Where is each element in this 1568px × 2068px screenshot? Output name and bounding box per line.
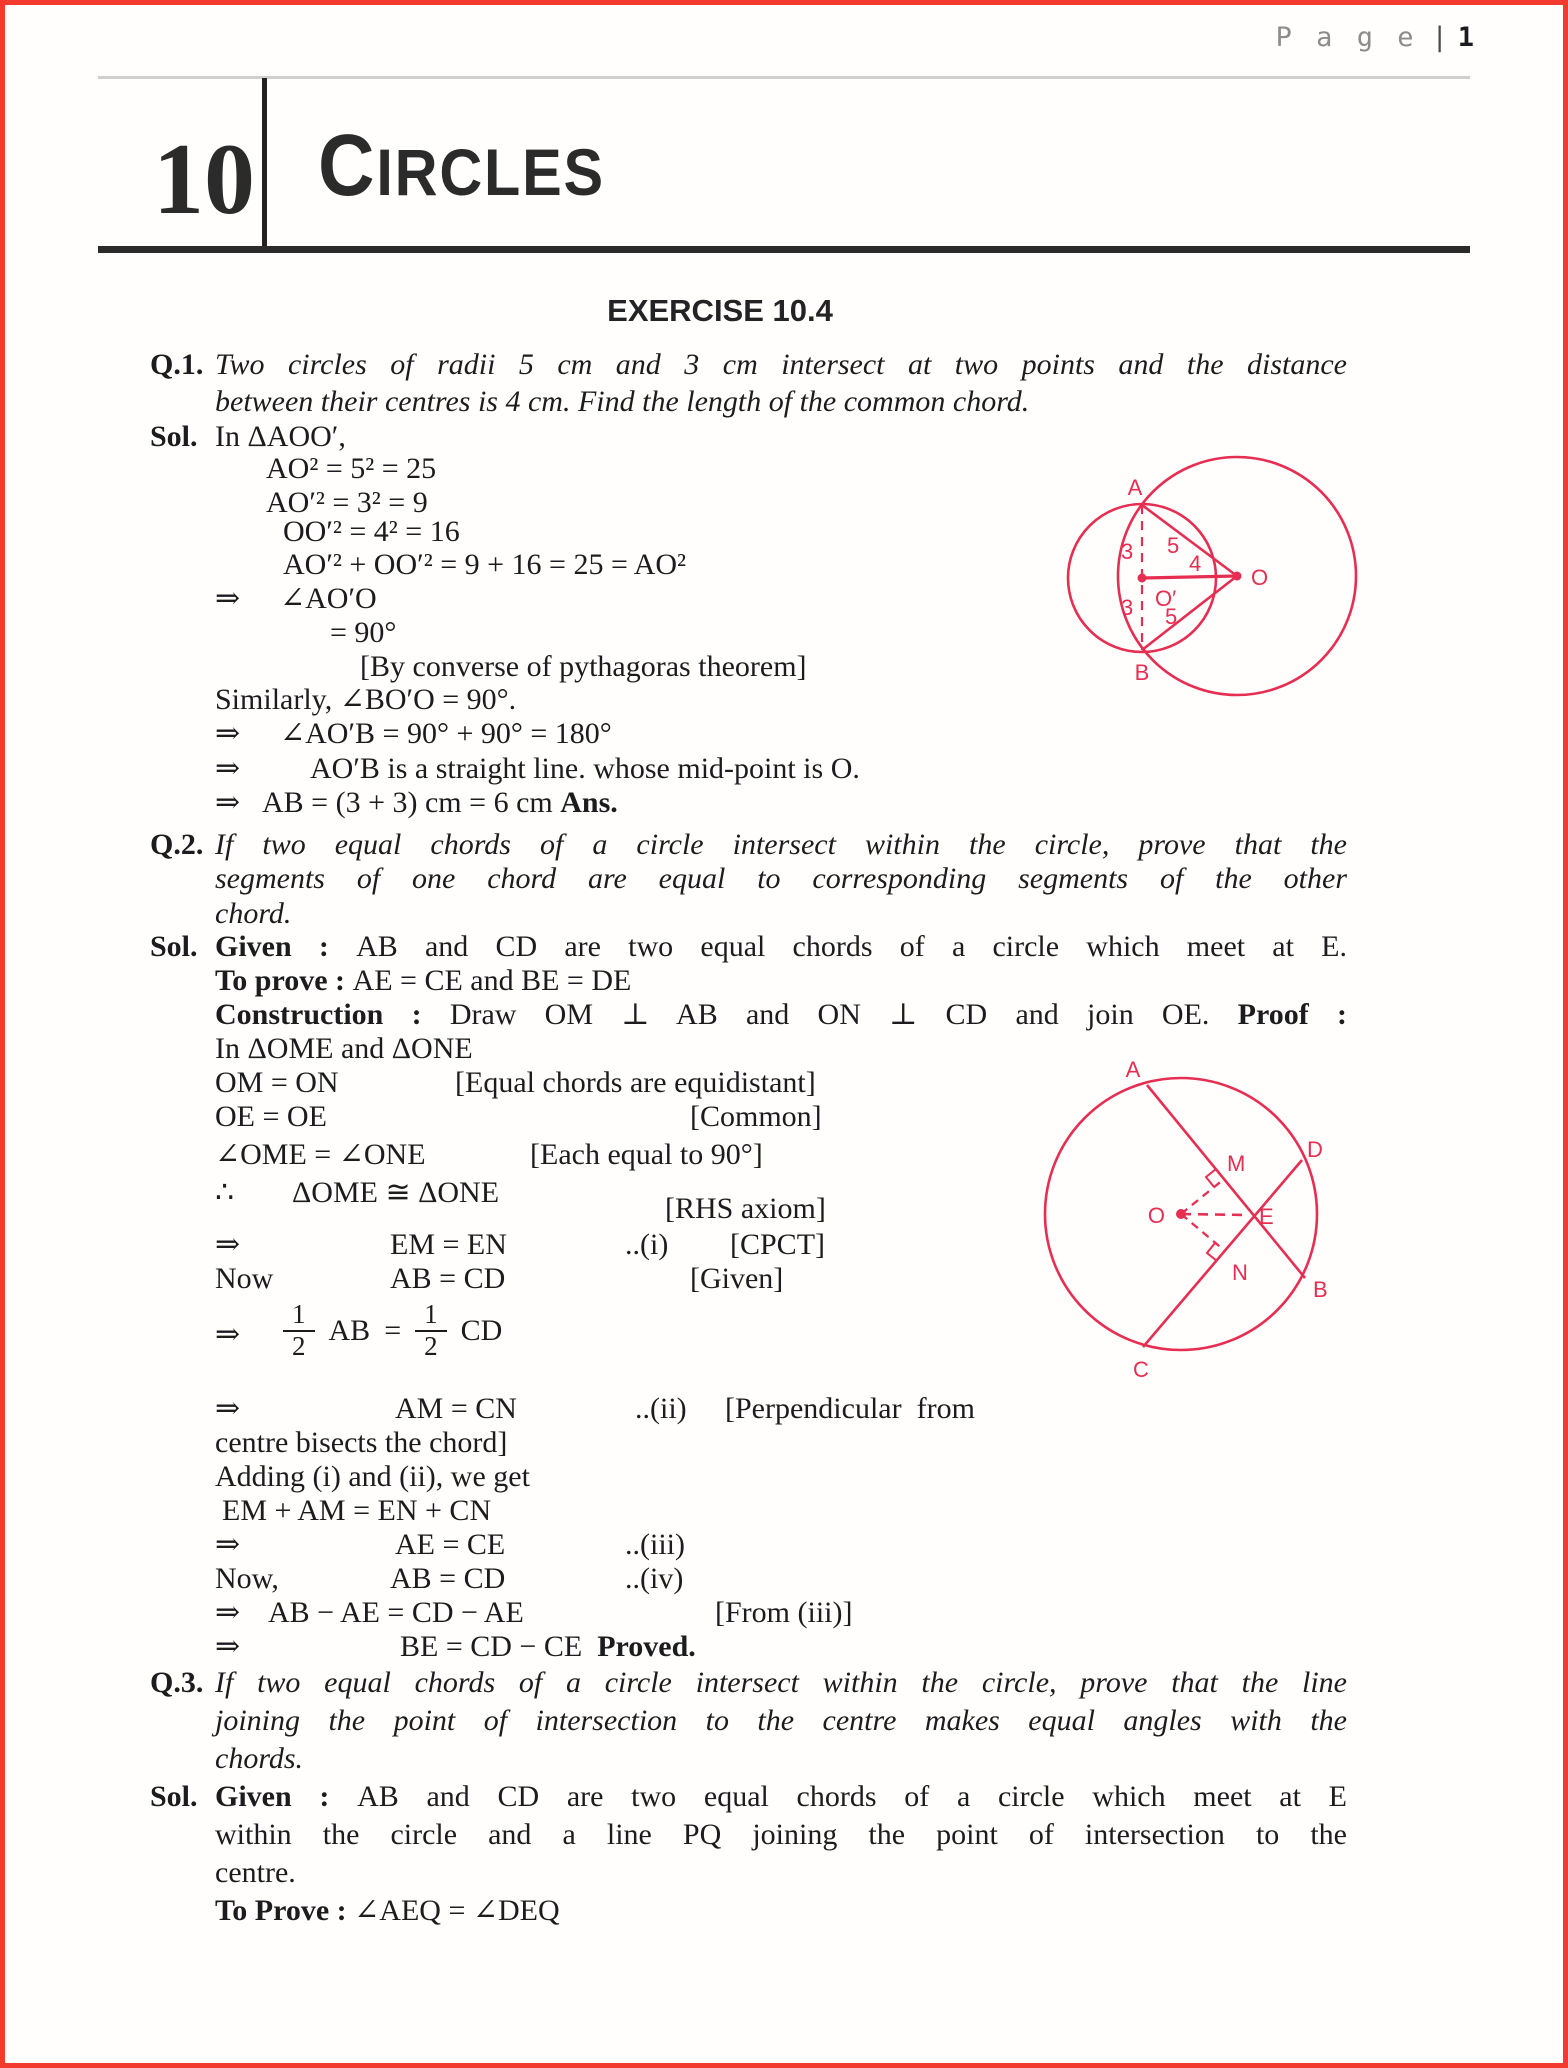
q2-given-text: AB and CD are two equal chords of a circle which meet at E.	[356, 930, 1347, 963]
q2-now1: Now	[215, 1262, 274, 1295]
q1-answer-label: Ans.	[560, 786, 618, 819]
q2-now2: Now,	[215, 1562, 279, 1595]
q2-proof-label: Proof :	[1237, 998, 1347, 1031]
q2-frac-arrow: ⇒	[215, 1318, 241, 1351]
q2-oe-reason: [Common]	[690, 1100, 822, 1133]
q1-label: Q.1.	[150, 348, 204, 381]
diagram2-center-O-dot	[1176, 1209, 1186, 1219]
q2-fraction-line	[283, 1300, 502, 1361]
q1-reason-pythagoras: [By converse of pythagoras theorem]	[360, 650, 807, 683]
q1-similarly: Similarly, ∠BO′O = 90°.	[215, 683, 517, 716]
q1-eq1: AO² = 5² = 25	[266, 452, 437, 485]
q2-frac-cd: CD	[460, 1313, 503, 1347]
q1-step3: ∠AO′B = 90° + 90° = 180°	[280, 717, 612, 750]
q2-text-line2: segments of one chord are equal to corresponding segments of the other	[215, 862, 1347, 895]
q3-given-line1	[215, 1780, 1347, 1814]
q3-toprove-line	[215, 1894, 560, 1928]
q2-am-cn-number: ..(ii)	[635, 1392, 687, 1425]
diagram1-label-3-top: 3	[1121, 539, 1134, 564]
diagram2-chord-CD	[1143, 1160, 1302, 1347]
q3-given-label: Given :	[215, 1780, 358, 1813]
q1-step4-arrow: ⇒	[215, 752, 241, 785]
q2-minus-line: AB − AE = CD − AE	[268, 1596, 524, 1629]
q2-ae-ce-number: ..(iii)	[625, 1528, 685, 1561]
q3-given-line2: within the circle and a line PQ joining the point of intersection to the	[215, 1818, 1347, 1851]
q2-ae-ce-arrow: ⇒	[215, 1528, 241, 1561]
q2-am-cn-reason2: centre bisects the chord]	[215, 1426, 508, 1459]
q1-eq2: AO′² = 3² = 9	[266, 486, 428, 519]
q2-am-cn: AM = CN	[395, 1392, 517, 1425]
q2-frac-ab: AB	[328, 1313, 371, 1347]
q1-step2: = 90°	[330, 616, 397, 649]
diagram-intersecting-circles	[1055, 443, 1417, 715]
chapter-title-initial: C	[318, 117, 377, 214]
fraction-one-half-left: $\frac{1}{2}$	[283, 1300, 315, 1361]
q1-step3-arrow: ⇒	[215, 717, 241, 750]
q1-step4: AO′B is a straight line. whose mid-point is O.	[310, 752, 860, 785]
q2-am-cn-arrow: ⇒	[215, 1392, 241, 1425]
q2-minus-reason: [From (iii)]	[715, 1596, 853, 1629]
q2-in-triangles: In ΔOME and ΔONE	[215, 1032, 473, 1065]
q2-em-en-number: ..(i)	[625, 1228, 669, 1261]
q2-ab-cd1: AB = CD	[390, 1262, 506, 1295]
q2-be-line	[400, 1630, 696, 1664]
q2-construction-text: Draw OM ⊥ AB and ON ⊥ CD and join OE.	[449, 998, 1238, 1031]
q2-minus-arrow: ⇒	[215, 1596, 241, 1629]
diagram2-dashed-OE	[1181, 1214, 1249, 1215]
page-indicator	[1276, 22, 1474, 53]
page-label: P a g e	[1275, 22, 1418, 53]
diagram1-center-O-prime-dot	[1138, 574, 1147, 583]
diagram2-label-M: M	[1227, 1151, 1246, 1176]
diagram1-label-4: 4	[1189, 551, 1202, 576]
q2-sol-label: Sol.	[150, 930, 198, 963]
q2-em-en-arrow: ⇒	[215, 1228, 241, 1261]
q2-toprove-text: AE = CE and BE = DE	[352, 964, 632, 997]
q1-step1-angle: ∠AO′O	[280, 582, 377, 615]
q2-label: Q.2.	[150, 828, 204, 861]
diagram1-center-O-dot	[1233, 572, 1242, 581]
q1-answer-eq: AB = (3 + 3) cm = 6 cm	[262, 786, 561, 819]
q2-congruence-reason: [RHS axiom]	[665, 1192, 826, 1225]
diagram2-label-O: O	[1147, 1203, 1165, 1228]
diagram2-label-C: C	[1133, 1357, 1149, 1382]
q1-step1-arrow: ⇒	[215, 582, 241, 615]
q1-eq3: OO′² = 4² = 16	[283, 515, 460, 548]
q3-given-line3: centre.	[215, 1856, 296, 1889]
q2-given-line	[215, 930, 1347, 964]
diagram2-right-angle-N	[1207, 1243, 1217, 1261]
diagram-circle-two-chords	[1013, 1033, 1365, 1393]
q3-label: Q.3.	[150, 1666, 204, 1699]
q2-congruence: ΔOME ≅ ΔONE	[292, 1176, 500, 1209]
diagram2-label-E: E	[1259, 1204, 1274, 1229]
diagram2-right-angle-M	[1206, 1169, 1216, 1187]
q1-text-line2: between their centres is 4 cm. Find the length of the common chord.	[215, 385, 1030, 418]
q2-ab-cd2-number: ..(iv)	[625, 1562, 684, 1595]
diagram1-label-5-bottom: 5	[1165, 604, 1178, 629]
chapter-title	[318, 117, 605, 214]
q1-sol-intro: In ΔAOO′,	[215, 420, 346, 453]
chapter-number: 10	[153, 123, 255, 236]
q2-be-eq: BE = CD − CE	[400, 1630, 598, 1663]
chapter-divider-bar	[262, 78, 267, 248]
q1-sol-label: Sol.	[150, 420, 198, 453]
diagram2-label-B: B	[1313, 1277, 1328, 1302]
q2-toprove-label: To prove :	[215, 964, 353, 997]
q2-ab-cd1-reason: [Given]	[690, 1262, 784, 1295]
q2-given-label: Given :	[215, 930, 357, 963]
diagram1-label-O-prime: O′	[1155, 586, 1177, 611]
page-separator: |	[1431, 22, 1448, 53]
q2-text-line1: If two equal chords of a circle intersect within the circle, prove that the	[215, 828, 1347, 861]
q3-given-text1: AB and CD are two equal chords of a circle which meet at E	[357, 1780, 1347, 1813]
diagram2-label-N: N	[1232, 1260, 1248, 1285]
diagram1-label-A: A	[1127, 475, 1143, 500]
q2-toprove-line	[215, 964, 631, 998]
q2-be-arrow: ⇒	[215, 1630, 241, 1663]
q1-step5-arrow: ⇒	[215, 786, 241, 819]
q2-text-line3: chord.	[215, 897, 292, 930]
diagram2-label-D: D	[1307, 1137, 1323, 1162]
q2-frac-equals: =	[384, 1313, 402, 1347]
diagram2-label-A: A	[1125, 1057, 1141, 1082]
fraction-one-half-right: $\frac{1}{2}$	[415, 1300, 447, 1361]
q3-text-line2: joining the point of intersection to the centre makes equal angles with the	[215, 1704, 1347, 1737]
chapter-title-rest: IRCLES	[376, 135, 605, 209]
diagram2-dashed-OM	[1181, 1179, 1224, 1214]
header-rule-light	[98, 76, 1470, 79]
q1-text-line1: Two circles of radii 5 cm and 3 cm intersect at two points and the distance	[215, 348, 1347, 381]
q2-am-cn-reason: [Perpendicular from	[725, 1392, 975, 1425]
diagram1-label-O: O	[1251, 565, 1269, 590]
q3-text-line1: If two equal chords of a circle intersect within the circle, prove that the line	[215, 1666, 1347, 1699]
q2-ae-ce: AE = CE	[395, 1528, 506, 1561]
q2-sum-line: EM + AM = EN + CN	[222, 1494, 492, 1527]
q1-step5	[262, 786, 618, 820]
q3-sol-label: Sol.	[150, 1780, 198, 1813]
q2-oe-oe: OE = OE	[215, 1100, 327, 1133]
q2-construction-label: Construction :	[215, 998, 450, 1031]
diagram1-label-5-top: 5	[1167, 533, 1180, 558]
q2-therefore-symbol: ∴	[215, 1176, 235, 1209]
diagram1-line-OO	[1142, 576, 1237, 578]
q2-em-en: EM = EN	[390, 1228, 507, 1261]
q2-em-en-reason: [CPCT]	[730, 1228, 826, 1261]
q2-om-on-reason: [Equal chords are equidistant]	[455, 1066, 816, 1099]
q3-toprove-text: ∠AEQ = ∠DEQ	[354, 1894, 560, 1927]
q2-adding: Adding (i) and (ii), we get	[215, 1460, 530, 1493]
q1-eq4: AO′² + OO′² = 9 + 16 = 25 = AO²	[283, 548, 687, 581]
q3-toprove-label: To Prove :	[215, 1894, 355, 1927]
header-rule-dark	[98, 246, 1470, 253]
diagram1-label-B: B	[1134, 660, 1150, 685]
diagram2-dashed-ON	[1181, 1214, 1225, 1251]
q2-ab-cd2: AB = CD	[390, 1562, 506, 1595]
exercise-heading: EXERCISE 10.4	[607, 293, 833, 328]
q2-angles-reason: [Each equal to 90°]	[530, 1138, 763, 1171]
q2-angles: ∠OME = ∠ONE	[215, 1138, 426, 1171]
q2-proved-label: Proved.	[597, 1630, 696, 1663]
q2-om-on: OM = ON	[215, 1066, 339, 1099]
diagram1-label-3-bottom: 3	[1121, 595, 1134, 620]
diagram1-shapes	[1068, 457, 1356, 695]
page-number: 1	[1457, 22, 1474, 53]
q2-construction-line	[215, 998, 1347, 1032]
q3-text-line3: chords.	[215, 1742, 304, 1775]
